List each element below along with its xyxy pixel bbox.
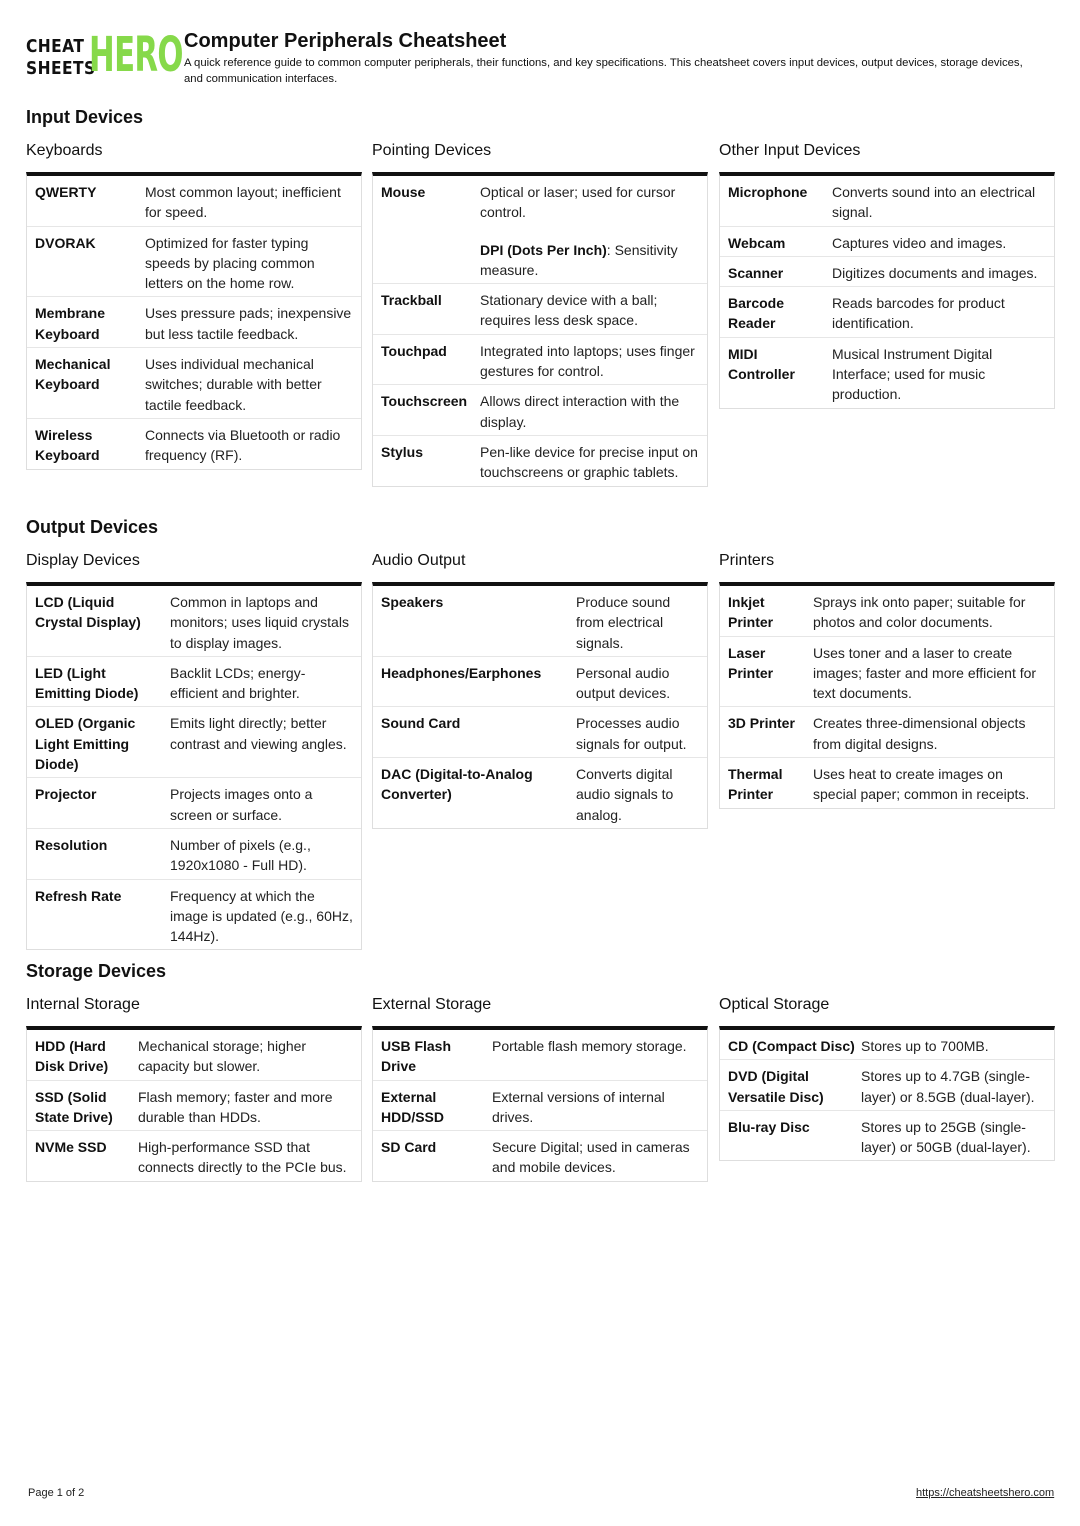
table-row	[27, 586, 361, 657]
row-definition: Processes audio signals for output.	[576, 715, 687, 752]
row-definition: High-performance SSD that connects directly to the PCIe bus.	[138, 1139, 347, 1176]
row-term: Thermal Printer	[728, 766, 783, 803]
row-term: Stylus	[381, 443, 424, 460]
row-term: Projector	[35, 786, 97, 803]
card-printers	[719, 582, 1055, 809]
table-row	[373, 385, 707, 436]
table-row	[27, 297, 361, 348]
table-row	[27, 1030, 361, 1081]
row-definition	[480, 182, 699, 280]
row-definition: Number of pixels (e.g., 1920x1080 - Full HD).	[170, 836, 311, 874]
logo-text-cheat: CHEAT	[26, 36, 85, 57]
card-other-input-devices	[719, 172, 1055, 409]
row-definition: Converts digital audio signals to analog.	[576, 766, 674, 823]
logo-text-hero: HERO	[89, 27, 183, 83]
card-pointing-devices	[372, 172, 708, 487]
row-term: Mechanical Keyboard	[35, 356, 111, 393]
row-definition: Connects via Bluetooth or radio frequency (RF).	[145, 426, 341, 464]
row-term: Refresh Rate	[35, 887, 122, 904]
table-row	[373, 586, 707, 657]
section-title-input-devices: Input Devices	[26, 107, 144, 127]
row-definition: Sprays ink onto paper; suitable for photos and color documents.	[813, 594, 1026, 631]
row-term: Blu-ray Disc	[728, 1118, 810, 1135]
row-definition: Reads barcodes for product identification.	[832, 295, 1005, 332]
card-keyboards	[26, 172, 362, 470]
table-row	[373, 284, 707, 335]
table-row	[27, 829, 361, 880]
row-definition-text: Optical or laser; used for cursor control.	[480, 184, 676, 221]
page-header	[26, 27, 1056, 90]
table-row	[720, 1111, 1054, 1161]
card-title-internal-storage: Internal Storage	[26, 996, 140, 1013]
row-term: SD Card	[381, 1139, 437, 1156]
table-row	[720, 227, 1054, 257]
table-row	[720, 1030, 1054, 1060]
row-definition: Allows direct interaction with the display.	[480, 393, 680, 430]
table-row	[27, 1081, 361, 1132]
row-definition: Captures video and images.	[832, 234, 1007, 251]
row-term: Trackball	[381, 292, 442, 309]
row-term: USB Flash Drive	[381, 1038, 452, 1075]
row-term: Membrane Keyboard	[35, 305, 106, 342]
row-term: Resolution	[35, 836, 108, 853]
card-title-printers: Printers	[719, 552, 775, 569]
row-term: Speakers	[381, 594, 444, 610]
row-definition: Stores up to 25GB (single-layer) or 50GB (dual-layer).	[861, 1118, 1031, 1156]
row-term: OLED (Organic Light Emitting Diode)	[35, 715, 136, 773]
row-definition: Musical Instrument Digital Interface; used for music production.	[832, 345, 993, 403]
row-definition: Produce sound from electrical signals.	[576, 594, 671, 651]
row-term: Inkjet Printer	[728, 594, 774, 631]
row-definition: Creates three-dimensional objects from digital designs.	[813, 715, 1026, 752]
table-row	[720, 257, 1054, 287]
note-term: DPI (Dots Per Inch)	[480, 241, 607, 258]
row-term: CD (Compact Disc)	[728, 1038, 855, 1054]
table-row	[720, 586, 1054, 637]
row-term: Touchpad	[381, 342, 447, 359]
row-definition: Stores up to 4.7GB (single-layer) or 8.5GB (dual-layer).	[861, 1068, 1035, 1105]
row-term: Barcode Reader	[728, 295, 785, 332]
card-title-other-input-devices: Other Input Devices	[719, 142, 861, 159]
row-term: DVORAK	[35, 234, 96, 251]
card-title-external-storage: External Storage	[372, 996, 492, 1013]
page-title: Computer Peripherals Cheatsheet	[184, 30, 507, 52]
row-term: Wireless Keyboard	[35, 426, 100, 464]
card-display-devices	[26, 582, 362, 950]
row-term: NVMe SSD	[35, 1139, 107, 1156]
card-title-display-devices: Display Devices	[26, 552, 140, 569]
table-row	[373, 176, 707, 284]
row-definition: Uses individual mechanical switches; durable with better tactile feedback.	[145, 356, 322, 413]
table-row	[720, 758, 1054, 808]
card-title-audio-output: Audio Output	[372, 552, 466, 569]
table-row	[373, 758, 707, 828]
row-term: Headphones/Earphones	[381, 664, 542, 681]
row-term: LED (Light Emitting Diode)	[35, 664, 139, 702]
page-number: Page 1 of 2	[28, 1487, 85, 1499]
table-row	[27, 1131, 361, 1181]
row-definition: Digitizes documents and images.	[832, 264, 1038, 281]
row-term: SSD (Solid State Drive)	[35, 1088, 113, 1125]
table-row	[373, 707, 707, 758]
table-row	[27, 176, 361, 227]
table-row	[373, 657, 707, 708]
row-term: QWERTY	[35, 184, 97, 200]
row-term: Scanner	[728, 264, 784, 281]
row-term: Touchscreen	[381, 393, 468, 410]
section-title-storage-devices: Storage Devices	[26, 961, 167, 981]
row-definition: Integrated into laptops; uses finger gestures for control.	[480, 342, 695, 380]
table-row	[373, 1030, 707, 1081]
row-definition: Uses toner and a laser to create images; faster and more efficient for text documents.	[813, 644, 1037, 702]
section-title-output-devices: Output Devices	[26, 517, 159, 537]
table-row	[27, 707, 361, 778]
table-row	[27, 227, 361, 298]
card-audio-output	[372, 582, 708, 829]
table-row	[720, 287, 1054, 338]
row-term: Webcam	[728, 234, 786, 251]
row-definition: Secure Digital; used in cameras and mobile devices.	[492, 1139, 690, 1176]
website-link[interactable]: https://cheatsheetshero.com	[916, 1487, 1055, 1499]
row-definition: Optimized for faster typing speeds by placing common letters on the home row.	[145, 234, 315, 292]
logo-text-sheets: SHEETS	[26, 58, 96, 79]
table-row	[373, 436, 707, 486]
row-definition: Stores up to 700MB.	[861, 1038, 989, 1054]
row-term: Mouse	[381, 184, 426, 200]
row-definition: Pen-like device for precise input on touchscreens or graphic tablets.	[480, 443, 698, 481]
card-title-optical-storage: Optical Storage	[719, 996, 830, 1013]
row-term: Microphone	[728, 184, 808, 200]
card-external-storage	[372, 1026, 708, 1182]
page-description: A quick reference guide to common computer peripherals, their functions, and key specifications. This cheatsheet covers input devices, output devices, storage devices, and communication interfaces.	[184, 57, 1023, 85]
card-optical-storage	[719, 1026, 1055, 1161]
table-row	[720, 1060, 1054, 1111]
card-internal-storage	[26, 1026, 362, 1182]
table-row	[27, 880, 361, 950]
table-row	[373, 1131, 707, 1181]
row-term: DAC (Digital-to-Analog Converter)	[381, 766, 533, 803]
card-title-keyboards: Keyboards	[26, 142, 103, 159]
row-term: LCD (Liquid Crystal Display)	[35, 594, 141, 631]
note-text: : Sensitivity measure.	[480, 241, 678, 278]
row-definition: Uses pressure pads; inexpensive but less tactile feedback.	[145, 305, 352, 342]
table-row	[27, 657, 361, 708]
table-row	[373, 1081, 707, 1132]
row-term: Laser Printer	[728, 644, 774, 681]
row-definition: External versions of internal drives.	[492, 1088, 665, 1125]
row-definition: Common in laptops and monitors; uses liquid crystals to display images.	[170, 594, 349, 651]
cheatsheetshero-logo[interactable]	[26, 27, 183, 83]
row-definition: Mechanical storage; higher capacity but slower.	[138, 1038, 307, 1075]
row-definition: Portable flash memory storage.	[492, 1038, 687, 1054]
row-definition: Projects images onto a screen or surface.	[170, 786, 313, 823]
row-term: Sound Card	[381, 715, 461, 732]
row-term: MIDI Controller	[728, 345, 795, 383]
table-row	[27, 778, 361, 829]
table-row	[27, 348, 361, 419]
row-definition: Uses heat to create images on special paper; common in receipts.	[813, 766, 1030, 803]
row-definition: Emits light directly; better contrast and viewing angles.	[170, 715, 347, 752]
row-term: 3D Printer	[728, 715, 795, 732]
table-row	[720, 637, 1054, 708]
row-definition: Personal audio output devices.	[576, 664, 671, 702]
table-row	[720, 338, 1054, 408]
row-definition: Converts sound into an electrical signal.	[832, 184, 1036, 221]
row-definition-note	[480, 240, 699, 281]
row-definition: Stationary device with a ball; requires less desk space.	[480, 292, 658, 329]
row-term: HDD (Hard Disk Drive)	[35, 1038, 109, 1075]
row-term: External HDD/SSD	[381, 1088, 445, 1125]
table-row	[27, 419, 361, 469]
table-row	[720, 707, 1054, 758]
table-row	[720, 176, 1054, 227]
row-definition: Flash memory; faster and more durable than HDDs.	[138, 1088, 333, 1125]
row-definition: Frequency at which the image is updated (e.g., 60Hz, 144Hz).	[170, 887, 353, 945]
row-definition: Backlit LCDs; energy-efficient and brighter.	[170, 664, 306, 702]
row-term: DVD (Digital Versatile Disc)	[728, 1068, 824, 1105]
table-row	[373, 335, 707, 386]
row-definition: Most common layout; inefficient for speed.	[145, 184, 341, 221]
card-title-pointing-devices: Pointing Devices	[372, 142, 492, 159]
